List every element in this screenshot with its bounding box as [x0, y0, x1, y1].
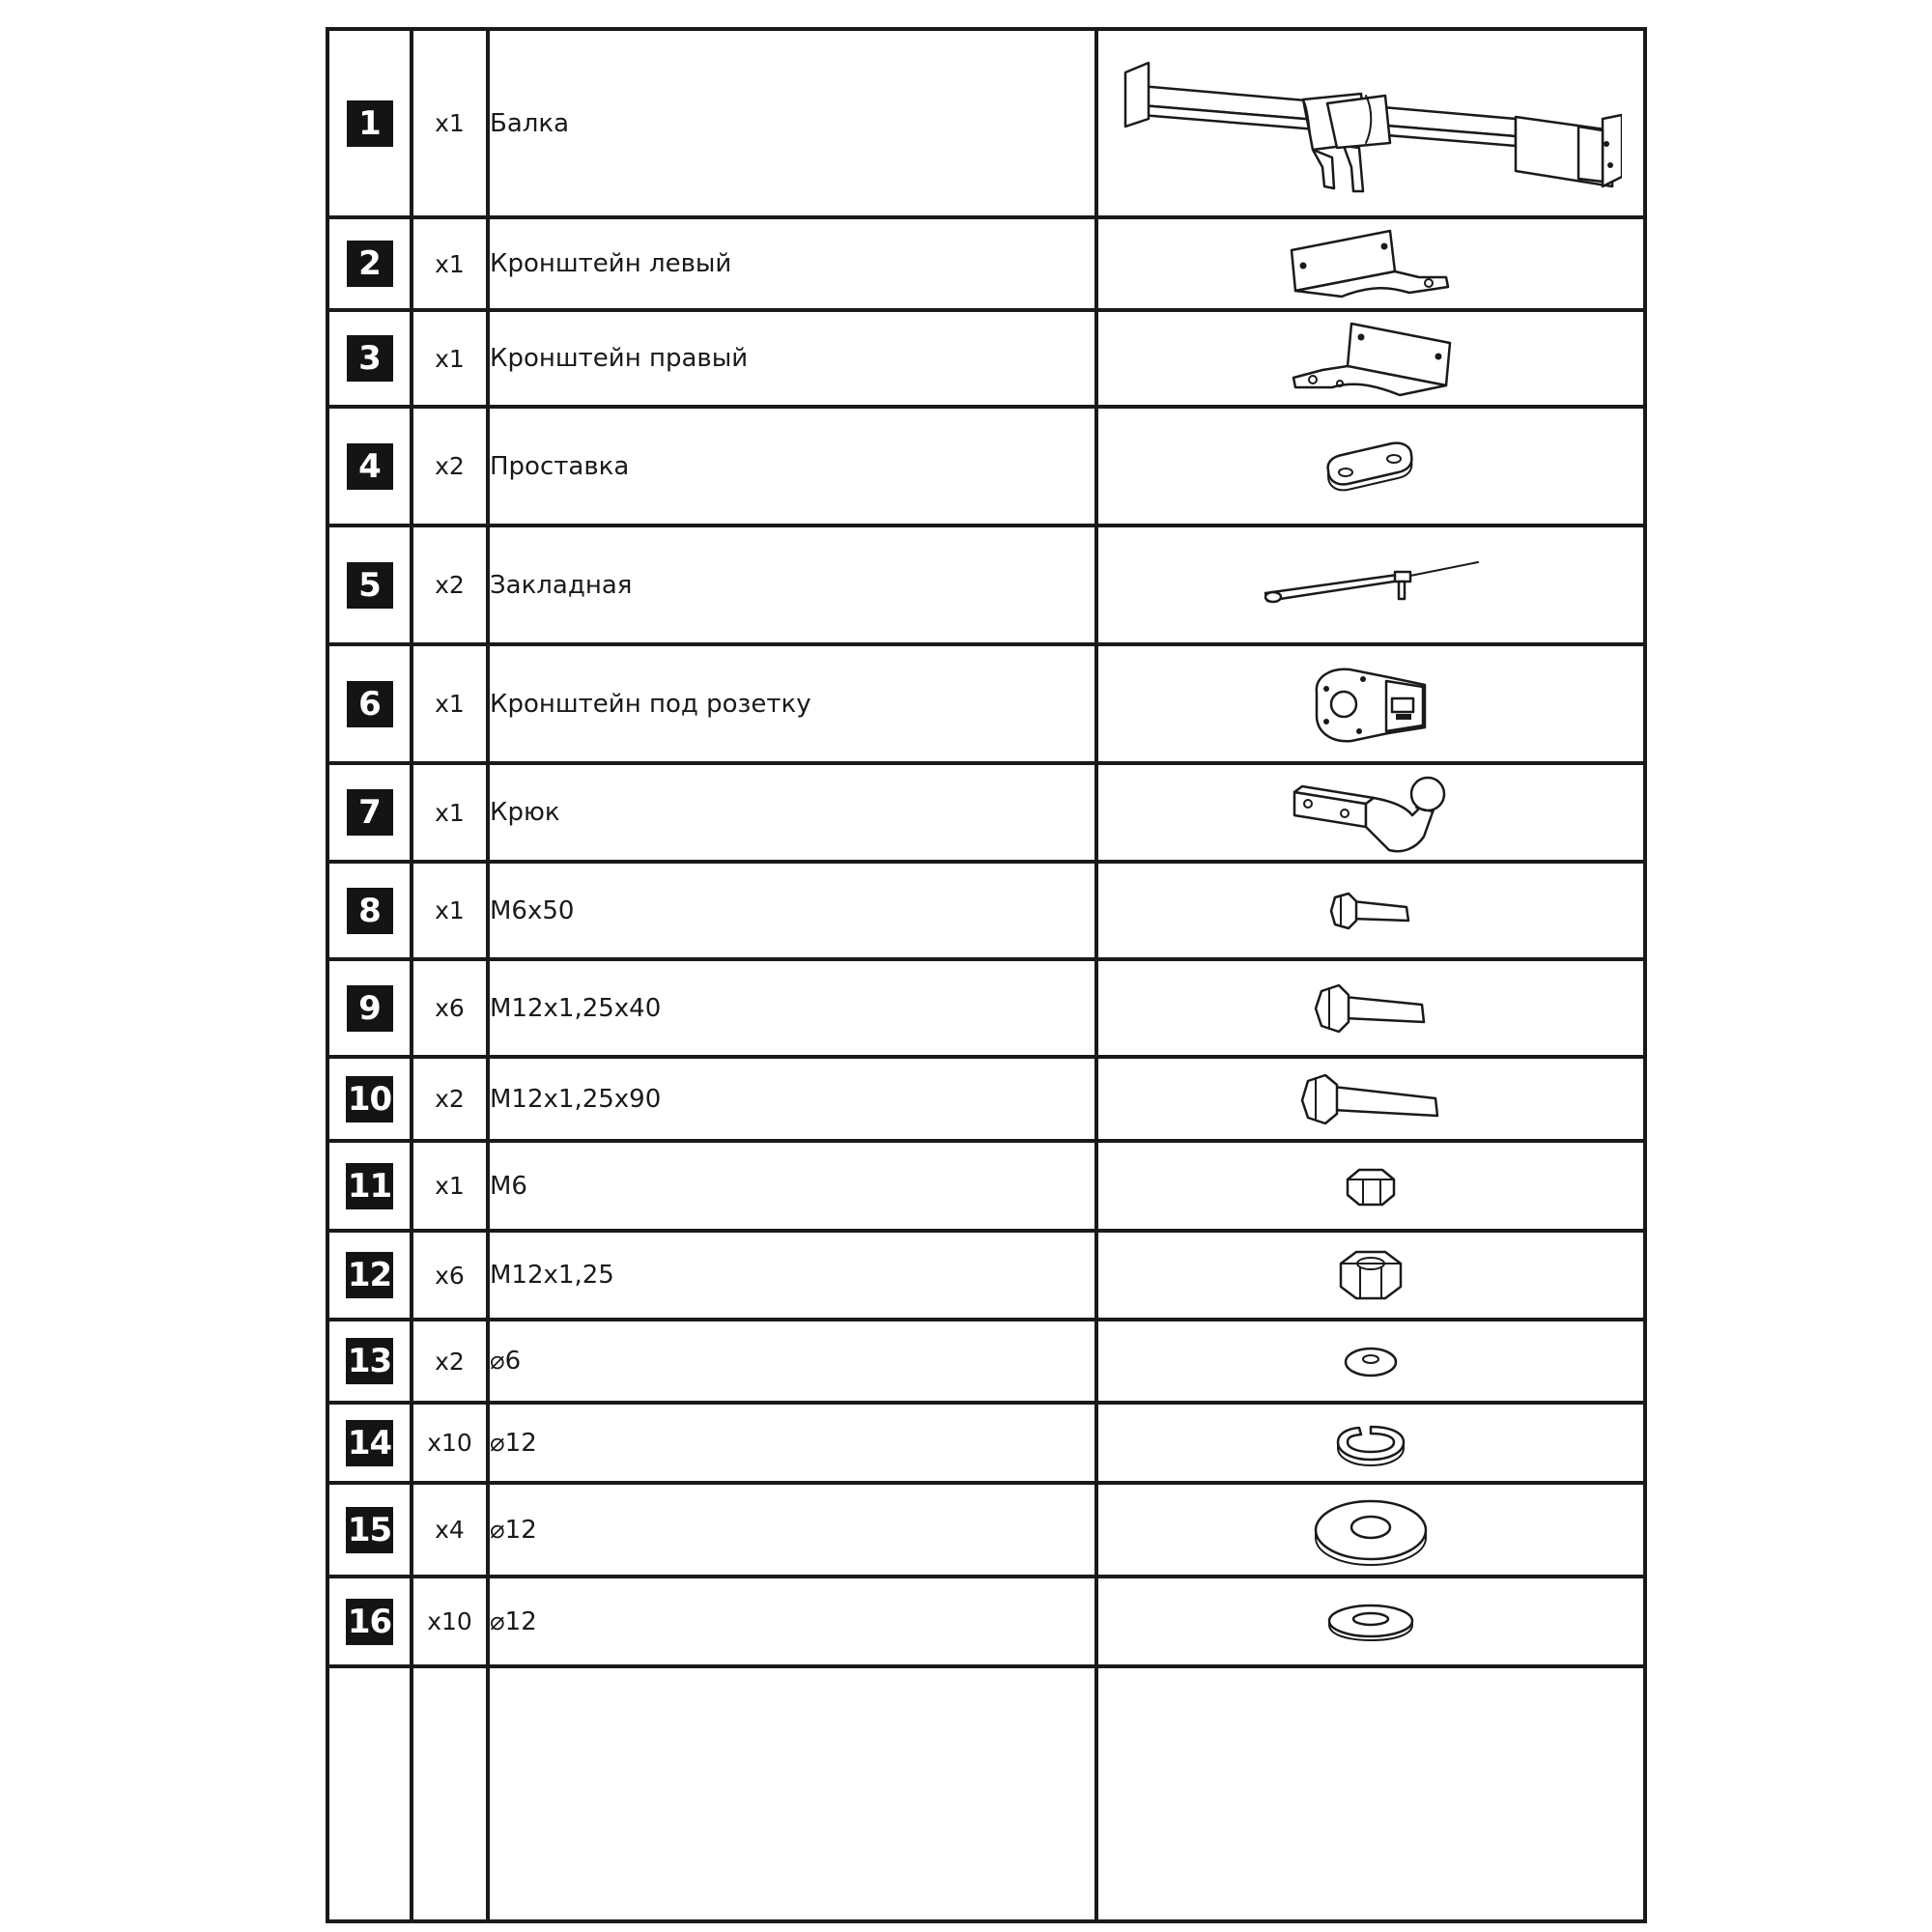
tow-beam-icon — [1120, 51, 1622, 196]
item-number-cell — [327, 1403, 412, 1483]
table-row — [327, 959, 1645, 1057]
item-qty: x2 — [412, 526, 488, 644]
item-number-badge: 7 — [347, 789, 393, 836]
item-name: M12x1,25x90 — [488, 1057, 1096, 1141]
item-name: Крюк — [488, 763, 1096, 862]
item-image-cell — [1096, 1320, 1645, 1403]
item-number-badge: 16 — [346, 1599, 393, 1645]
item-number-cell — [327, 959, 412, 1057]
item-number-badge: 8 — [347, 888, 393, 934]
item-qty: x4 — [412, 1483, 488, 1577]
table-row — [327, 1057, 1645, 1141]
nut-small-icon — [1342, 1164, 1400, 1208]
item-number-badge: 12 — [346, 1252, 393, 1298]
item-number-cell — [327, 1320, 412, 1403]
table-row — [327, 1483, 1645, 1577]
item-name: M6 — [488, 1141, 1096, 1231]
item-qty: x1 — [412, 644, 488, 763]
table-row — [327, 1320, 1645, 1403]
item-name: Кронштейн правый — [488, 310, 1096, 407]
item-number-badge: 11 — [346, 1163, 393, 1209]
item-name: Закладная — [488, 526, 1096, 644]
item-image-cell — [1096, 310, 1645, 407]
bolt-long-icon — [1298, 1071, 1443, 1127]
item-number-cell — [327, 1483, 412, 1577]
item-qty: x1 — [412, 862, 488, 959]
item-qty: x6 — [412, 959, 488, 1057]
item-number-badge: 15 — [346, 1507, 393, 1553]
item-image-cell — [1096, 407, 1645, 526]
table-row — [327, 217, 1645, 310]
item-qty: x2 — [412, 1057, 488, 1141]
washer-small-icon — [1342, 1343, 1400, 1379]
item-number-badge: 6 — [347, 681, 393, 727]
item-qty: x1 — [412, 763, 488, 862]
table-row — [327, 1231, 1645, 1320]
item-name: M6x50 — [488, 862, 1096, 959]
item-name: ⌀12 — [488, 1403, 1096, 1483]
item-image-cell — [1096, 29, 1645, 217]
item-number-cell — [327, 526, 412, 644]
item-number-badge: 3 — [347, 335, 393, 382]
item-qty: x1 — [412, 1141, 488, 1231]
right-bracket-icon — [1284, 316, 1458, 401]
item-image-cell — [1096, 1141, 1645, 1231]
item-name: Кронштейн под розетку — [488, 644, 1096, 763]
embedded-plate-icon — [1260, 556, 1482, 614]
item-image-cell — [1096, 959, 1645, 1057]
item-number-badge: 2 — [347, 241, 393, 287]
item-number-cell — [327, 763, 412, 862]
item-image-cell — [1096, 644, 1645, 763]
item-number-cell — [327, 29, 412, 217]
item-qty: x1 — [412, 29, 488, 217]
socket-bracket-icon — [1311, 664, 1431, 745]
item-number-badge: 14 — [346, 1420, 393, 1466]
table-row — [327, 763, 1645, 862]
item-number-badge: 4 — [347, 443, 393, 490]
empty-cell — [412, 1666, 488, 1921]
spacer-plate-icon — [1322, 436, 1419, 497]
item-name: Проставка — [488, 407, 1096, 526]
item-qty: x10 — [412, 1403, 488, 1483]
empty-cell — [327, 1666, 412, 1921]
item-number-badge: 10 — [346, 1076, 393, 1122]
item-image-cell — [1096, 1231, 1645, 1320]
item-number-cell — [327, 1577, 412, 1666]
item-number-badge: 5 — [347, 562, 393, 609]
item-qty: x1 — [412, 310, 488, 407]
item-name: M12x1,25 — [488, 1231, 1096, 1320]
nut-large-icon — [1335, 1246, 1406, 1304]
item-qty: x6 — [412, 1231, 488, 1320]
item-name: Балка — [488, 29, 1096, 217]
empty-cell — [1096, 1666, 1645, 1921]
table-row-empty — [327, 1666, 1645, 1921]
item-image-cell — [1096, 1577, 1645, 1666]
parts-list-table — [326, 27, 1647, 1923]
table-row — [327, 862, 1645, 959]
item-image-cell — [1096, 763, 1645, 862]
left-bracket-icon — [1284, 223, 1458, 304]
item-image-cell — [1096, 862, 1645, 959]
table-row — [327, 407, 1645, 526]
item-qty: x10 — [412, 1577, 488, 1666]
item-name: Кронштейн левый — [488, 217, 1096, 310]
table-row — [327, 1141, 1645, 1231]
item-number-badge: 13 — [346, 1338, 393, 1384]
item-image-cell — [1096, 1483, 1645, 1577]
table-row — [327, 310, 1645, 407]
item-qty: x2 — [412, 1320, 488, 1403]
item-number-cell — [327, 407, 412, 526]
item-number-cell — [327, 1057, 412, 1141]
item-name: M12x1,25x40 — [488, 959, 1096, 1057]
table-row — [327, 1403, 1645, 1483]
item-number-badge: 1 — [347, 100, 393, 147]
tow-ball-hook-icon — [1289, 769, 1453, 856]
table-row — [327, 526, 1645, 644]
item-number-cell — [327, 217, 412, 310]
item-number-cell — [327, 310, 412, 407]
table-row — [327, 29, 1645, 217]
table-row — [327, 644, 1645, 763]
empty-cell — [488, 1666, 1096, 1921]
item-qty: x1 — [412, 217, 488, 310]
item-name: ⌀12 — [488, 1577, 1096, 1666]
table-row — [327, 1577, 1645, 1666]
wide-washer-icon — [1312, 1492, 1430, 1569]
item-image-cell — [1096, 1057, 1645, 1141]
item-number-cell — [327, 862, 412, 959]
item-number-cell — [327, 1141, 412, 1231]
item-image-cell — [1096, 1403, 1645, 1483]
item-number-badge: 9 — [347, 985, 393, 1032]
item-number-cell — [327, 1231, 412, 1320]
flat-washer-icon — [1325, 1600, 1416, 1644]
item-name: ⌀6 — [488, 1320, 1096, 1403]
item-number-cell — [327, 644, 412, 763]
item-name: ⌀12 — [488, 1483, 1096, 1577]
bolt-medium-icon — [1312, 981, 1430, 1036]
item-image-cell — [1096, 526, 1645, 644]
bolt-small-icon — [1327, 890, 1414, 932]
item-image-cell — [1096, 217, 1645, 310]
item-qty: x2 — [412, 407, 488, 526]
spring-washer-icon — [1332, 1419, 1409, 1467]
